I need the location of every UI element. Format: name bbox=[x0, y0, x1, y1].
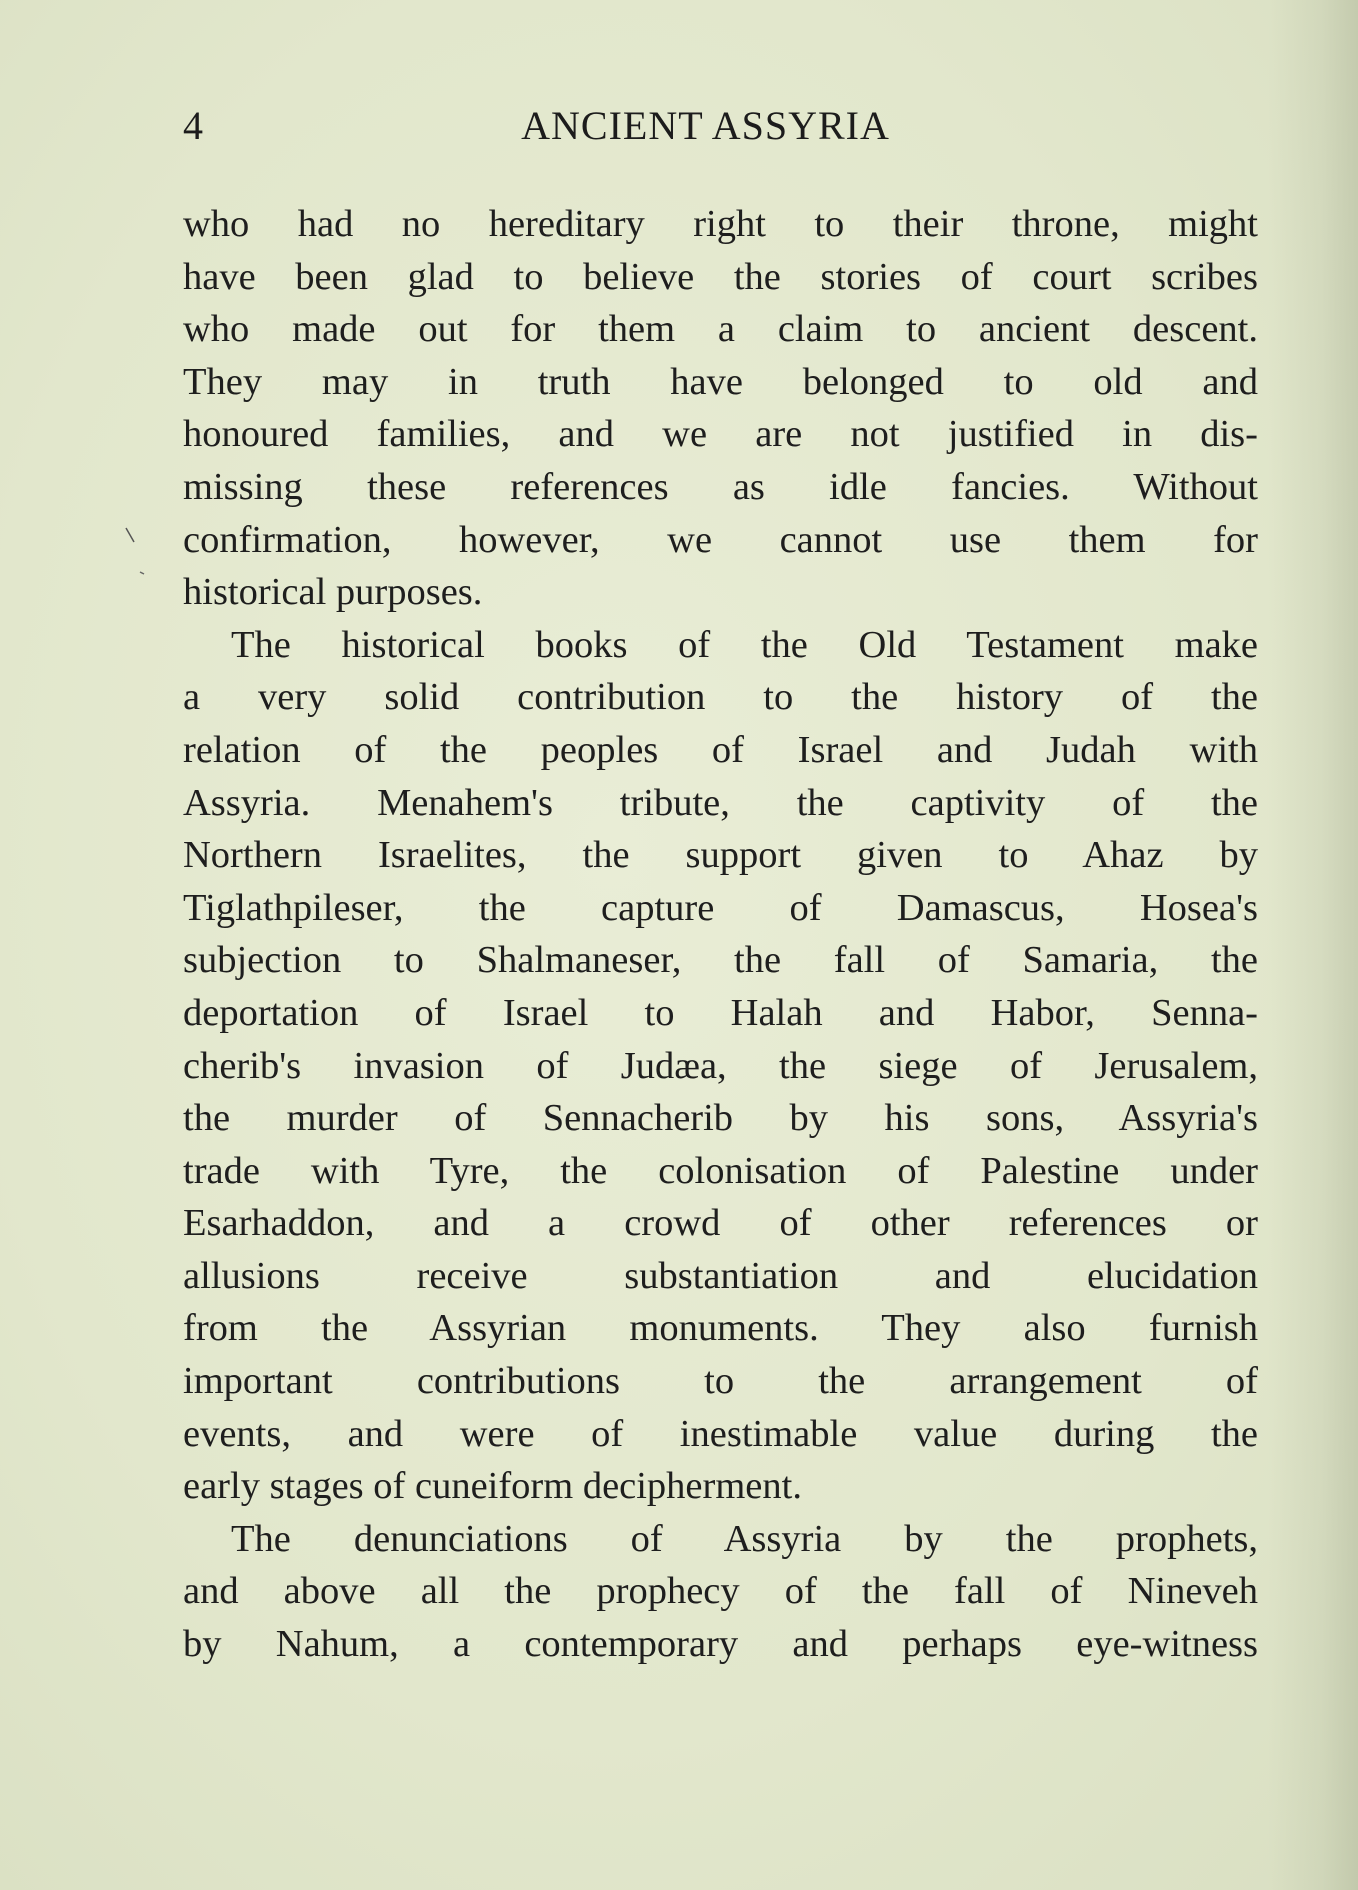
text-line: events, and were of inestimable value during the bbox=[183, 1412, 1258, 1455]
text-line: the murder of Sennacherib by his sons, Assyria's bbox=[183, 1097, 1258, 1140]
text-line: The denunciations of Assyria by the prophets, bbox=[231, 1517, 1258, 1560]
text-line: early stages of cuneiform decipherment. bbox=[183, 1465, 802, 1508]
body-text bbox=[183, 198, 1258, 1671]
text-line: who made out for them a claim to ancient descent. bbox=[183, 308, 1258, 351]
text-line: trade with Tyre, the colonisation of Palestine under bbox=[183, 1149, 1258, 1192]
text-line: allusions receive substantiation and elucidation bbox=[183, 1254, 1258, 1297]
text-line: have been glad to believe the stories of court scribes bbox=[183, 255, 1258, 298]
text-line: and above all the prophecy of the fall of Nineveh bbox=[183, 1570, 1258, 1613]
text-line: honoured families, and we are not justified in dis- bbox=[183, 413, 1258, 456]
text-line: deportation of Israel to Halah and Habor, Senna- bbox=[183, 991, 1258, 1034]
paragraph-1 bbox=[183, 198, 1258, 619]
text-line: Esarhaddon, and a crowd of other references or bbox=[183, 1202, 1258, 1245]
text-line: The historical books of the Old Testament make bbox=[231, 623, 1258, 666]
text-line: Northern Israelites, the support given to Ahaz by bbox=[183, 834, 1258, 877]
page-number: 4 bbox=[183, 103, 203, 148]
text-line: confirmation, however, we cannot use them for bbox=[183, 518, 1258, 561]
paragraph-2 bbox=[183, 619, 1258, 1513]
text-line: relation of the peoples of Israel and Judah with bbox=[183, 728, 1258, 771]
page-edge-shadow bbox=[1268, 0, 1358, 1890]
text-line: They may in truth have belonged to old and bbox=[183, 360, 1258, 403]
text-line: subjection to Shalmaneser, the fall of Samaria, the bbox=[183, 939, 1258, 982]
text-line: historical purposes. bbox=[183, 571, 483, 614]
text-line: Assyria. Menahem's tribute, the captivity of the bbox=[183, 781, 1258, 824]
paragraph-3 bbox=[183, 1513, 1258, 1671]
text-line: who had no hereditary right to their throne, might bbox=[183, 203, 1258, 245]
text-line: cherib's invasion of Judæa, the siege of Jerusalem, bbox=[183, 1044, 1258, 1087]
text-line: by Nahum, a contemporary and perhaps eye-witness bbox=[183, 1623, 1258, 1666]
running-head: ANCIENT ASSYRIA bbox=[521, 103, 890, 148]
text-line: Tiglathpileser, the capture of Damascus, Hosea's bbox=[183, 886, 1258, 929]
text-line: from the Assyrian monuments. They also furnish bbox=[183, 1307, 1258, 1350]
text-line: important contributions to the arrangement of bbox=[183, 1360, 1258, 1403]
page-header bbox=[183, 100, 1258, 160]
margin-stray-marks bbox=[120, 520, 150, 600]
text-line: a very solid contribution to the history of the bbox=[183, 676, 1258, 719]
text-line: missing these references as idle fancies. Without bbox=[183, 465, 1258, 508]
